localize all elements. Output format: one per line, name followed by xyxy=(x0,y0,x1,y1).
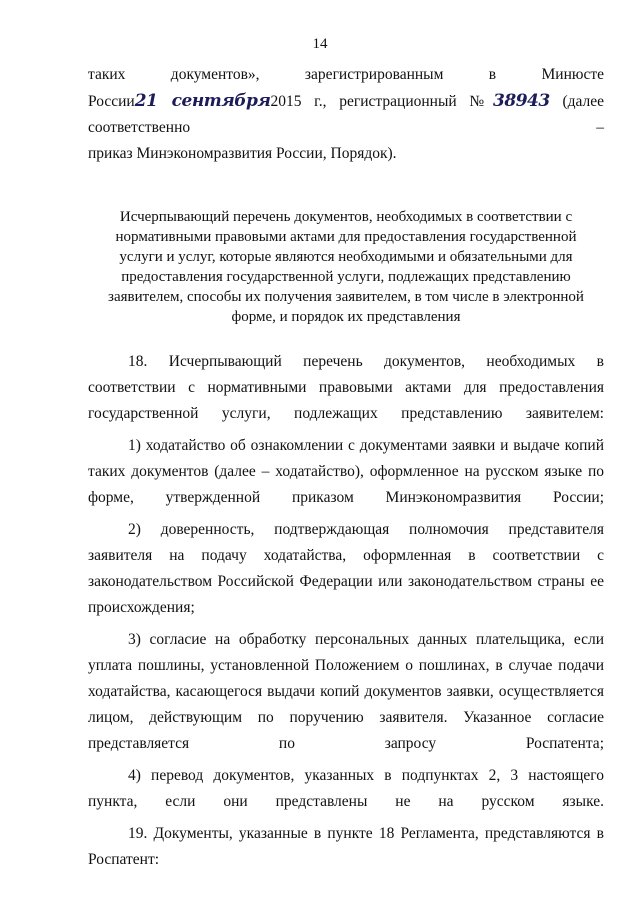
paragraph-18: 18. Исчерпывающий перечень документов, необходимых в соответствии с нормативными правовыми актами для предоставления государственной услуги, подлежащих представлению заявителем: xyxy=(88,353,604,422)
intro-line-2 xyxy=(88,88,604,141)
list-item-1: 1) ходатайство об ознакомлении с документами заявки и выдаче копий таких документов (далее – ходатайство), оформленное на русском языке по форме, утвержденной приказом Минэкономразвития России; xyxy=(88,437,604,506)
list-item-2: 2) доверенность, подтверждающая полномочия представителя заявителя на подачу ходатайства, оформленная в соответствии с законодательством Российской Федерации или законодательством страны ее происхождения; xyxy=(88,521,604,616)
intro-line-2-year: 2015 г., регистрационный № xyxy=(270,93,494,110)
intro-line-2-end: (далее соответственно – xyxy=(88,93,604,136)
intro-line-1: таких документов», зарегистрированным в Минюсте xyxy=(88,66,604,83)
page-number: 14 xyxy=(312,36,328,52)
intro-line-2-start: России xyxy=(88,93,135,110)
intro-line-3: приказ Минэкономразвития России, Порядок). xyxy=(88,145,397,162)
section-heading: Исчерпывающий перечень документов, необходимых в соответствии с нормативными правовыми актами для предоставления государственной услуги и услуг, которые являются необходимыми и обязательными для предоставления государственной услуги, подлежащих представлению заявителем, способы их получения заявителем, в том числе в электронной форме, и порядок их представления xyxy=(108,209,584,325)
paragraph-19: 19. Документы, указанные в пункте 18 Регламента, представляются в Роспатент: xyxy=(88,825,604,868)
handwritten-registration-number: 38943 xyxy=(493,91,550,111)
document-body xyxy=(88,62,604,873)
list-item-4: 4) перевод документов, указанных в подпунктах 2, 3 настоящего пункта, если они представлены не на русском языке. xyxy=(88,767,604,810)
list-item-3: 3) согласие на обработку персональных данных плательщика, если уплата пошлины, установленной Положением о пошлинах, в случае подачи ходатайства, касающегося выдачи копий документов заявки, осуществляется лицом, действующим по поручению заявителя. Указанное согласие представляется по запросу Роспатента; xyxy=(88,631,604,752)
handwritten-date: 21 сентября xyxy=(134,91,271,111)
